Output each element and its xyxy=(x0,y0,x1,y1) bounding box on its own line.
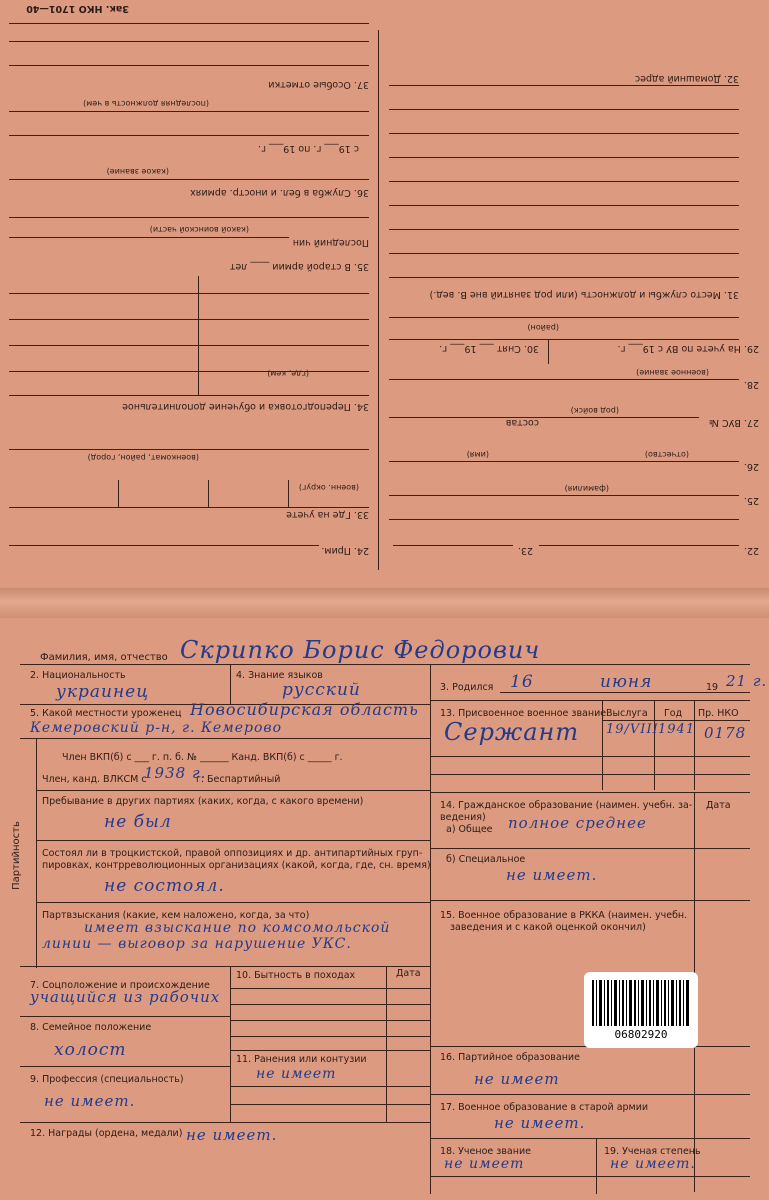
fio-value: Скрипко Борис Федорович xyxy=(180,636,541,664)
field-28-label: 28. xyxy=(743,379,759,390)
field-15-label-2: заведения и с какой оценкой окончил) xyxy=(450,922,646,933)
field-18-value: не имеет xyxy=(444,1156,525,1172)
field-3-year: 21 г. xyxy=(726,672,768,690)
field-22-label: 22. xyxy=(743,545,759,556)
field-35-part: (какой воинской части) xyxy=(149,225,249,234)
field-6-komsomol-label: Член, канд. ВЛКСМ с xyxy=(42,774,147,785)
field-7-label: 7. Соцположение и происхождение xyxy=(30,980,210,991)
field-3-month: июня xyxy=(600,672,653,692)
field-5-label: 5. Какой местности уроженец xyxy=(30,708,182,719)
field-13-order: 0178 xyxy=(704,724,747,742)
field-9-value: не имеет. xyxy=(44,1092,136,1110)
field-10-label: 10. Бытность в походах xyxy=(236,970,356,981)
field-6-opp-value: не состоял. xyxy=(104,876,225,896)
field-14-date: Дата xyxy=(706,800,731,811)
field-13-col-service: Выслуга xyxy=(606,708,648,719)
field-13-year: 1941 xyxy=(658,722,696,737)
field-3-year-prefix: 19 xyxy=(706,682,719,693)
field-18-label: 18. Ученое звание xyxy=(440,1146,531,1157)
field-37-label: 37. Особые отметки xyxy=(268,79,369,90)
field-12-value: не имеет. xyxy=(186,1126,278,1144)
field-30-label: 30. Снят ___ 19___ г. xyxy=(439,343,539,354)
field-15-label-1: 15. Военное образование в РККА (наимен. учебн. xyxy=(440,910,688,921)
field-23-label: 23. xyxy=(517,545,533,556)
field-14-label-1: 14. Гражданское образование (наимен. учебн. за- xyxy=(440,800,693,811)
field-26-sub: (отчество) xyxy=(644,450,689,459)
field-19-value: не имеет. xyxy=(610,1156,696,1172)
field-26-sub-b: (имя) xyxy=(466,450,489,459)
field-33-sub-b: (военн. округ) xyxy=(298,483,359,492)
field-36-rank: (какое звание) xyxy=(106,167,169,176)
field-11-value: не имеет xyxy=(256,1066,337,1082)
field-5-value-2: Кемеровский р-н, г. Кемерово xyxy=(30,720,283,736)
surname-label: Фамилия, имя, отчество xyxy=(40,652,168,663)
field-8-value: холост xyxy=(54,1040,127,1060)
field-25-sub: (фамилия) xyxy=(564,484,609,493)
field-14-label-2: ведения) xyxy=(440,812,486,823)
field-6-penalty-label: Партвзыскания (какие, кем наложено, когда, за что) xyxy=(42,910,310,921)
field-19-label: 19. Ученая степень xyxy=(604,1146,701,1157)
field-13-col-order: Пр. НКО xyxy=(698,708,739,719)
field-14a-label: а) Общее xyxy=(446,824,493,835)
field-24-label: 24. Прим. xyxy=(321,545,369,556)
field-26-label: 26. xyxy=(743,461,759,472)
field-32-label: 32. Домашний адрес xyxy=(634,73,739,84)
field-27-label: 27. ВУС № xyxy=(709,417,759,428)
party-side-label: Партийность xyxy=(10,821,22,890)
field-6-komsomol-tail: г. Беспартийный xyxy=(196,774,281,785)
field-27-sub: (род войск) xyxy=(570,406,619,415)
field-6-opp-label-1: Состоял ли в троцкистской, правой оппозициях и др. антипартийных груп- xyxy=(42,848,423,859)
field-36-period: с 19___ г. по 19___ г. xyxy=(257,143,359,154)
field-29-label: 29. На учете по ВУ с 19___ г. xyxy=(617,343,759,354)
field-14b-label: б) Специальное xyxy=(446,854,526,865)
field-12-label: 12. Награды (ордена, медали) xyxy=(30,1128,183,1139)
field-25-label: 25. xyxy=(743,495,759,506)
field-31-sub: (район) xyxy=(527,323,559,332)
field-10-date: Дата xyxy=(396,968,421,979)
field-14b-value: не имеет. xyxy=(506,866,598,884)
field-7-value: учащийся из рабочих xyxy=(30,988,221,1006)
field-5-value-1: Новосибирская область xyxy=(190,700,419,719)
field-35-rank: Последний чин xyxy=(292,237,369,248)
field-27-right: состав xyxy=(505,417,539,428)
field-17-label: 17. Военное образование в старой армии xyxy=(440,1102,649,1113)
field-14a-value: полное среднее xyxy=(508,814,647,832)
field-13-col-year: Год xyxy=(664,708,683,719)
field-13-value: Сержант xyxy=(444,718,580,746)
field-36-label: 36. Служба в бел. и иностр. армиях xyxy=(190,187,369,198)
field-2-value: украинец xyxy=(56,682,150,702)
field-6-other-value: не был xyxy=(104,812,172,832)
field-6-penalty-value-1: имеет взыскание по комсомольской xyxy=(84,920,391,936)
field-16-label: 16. Партийное образование xyxy=(440,1052,580,1063)
field-17-value: не имеет. xyxy=(494,1114,586,1132)
field-6-membership: Член ВКП(б) с ___ г. п. б. № ______ Канд. ВКП(б) с _____ г. xyxy=(62,752,343,763)
barcode-sticker xyxy=(584,972,698,1048)
field-31-label: 31. Место службы и должность (или род занятий вне В. вед.) xyxy=(429,289,739,300)
field-11-label: 11. Ранения или контузии xyxy=(236,1054,367,1065)
field-34-sub: (где, кем) xyxy=(267,369,309,378)
header-code: Зак. НКО 1701—40 xyxy=(26,3,129,14)
field-16-value: не имеет xyxy=(474,1070,560,1088)
field-4-label: 4. Знание языков xyxy=(236,670,323,681)
field-37-sub: (последняя должность в чем) xyxy=(83,99,209,108)
field-8-label: 8. Семейное положение xyxy=(30,1022,152,1033)
field-4-value: русский xyxy=(282,680,361,700)
upper-section-inverted xyxy=(0,0,769,590)
barcode-number: 06802920 xyxy=(614,1028,668,1041)
field-34-label: 34. Переподготовка и обучение дополнительное xyxy=(122,401,369,412)
field-3-label: 3. Родился xyxy=(440,682,494,693)
field-33-sub-a: (военкомат, район, город) xyxy=(87,453,199,462)
field-6-penalty-value-2: линии — выговор за нарушение УКС. xyxy=(42,936,352,952)
field-13-service: 19/VIII xyxy=(606,722,659,737)
field-2-label: 2. Национальность xyxy=(30,670,126,681)
field-35-label: 35. В старой армии ____ лет xyxy=(229,261,369,272)
field-6-other-label: Пребывание в других партиях (каких, когда, с какого времени) xyxy=(42,796,364,807)
field-3-day: 16 xyxy=(510,672,534,692)
paper-fold xyxy=(0,588,769,618)
barcode-icon xyxy=(592,980,690,1026)
field-9-label: 9. Профессия (специальность) xyxy=(30,1074,184,1085)
field-28-sub: (военное звание) xyxy=(636,368,709,377)
field-6-komsomol-value: 1938 г. xyxy=(144,764,207,782)
field-33-label: 33. Где на учете xyxy=(286,509,369,520)
field-6-opp-label-2: пировках, контрреволюционных организациях (какой, когда, где, сн. время) xyxy=(42,860,431,871)
field-13-label: 13. Присвоенное военное звание xyxy=(440,708,607,719)
